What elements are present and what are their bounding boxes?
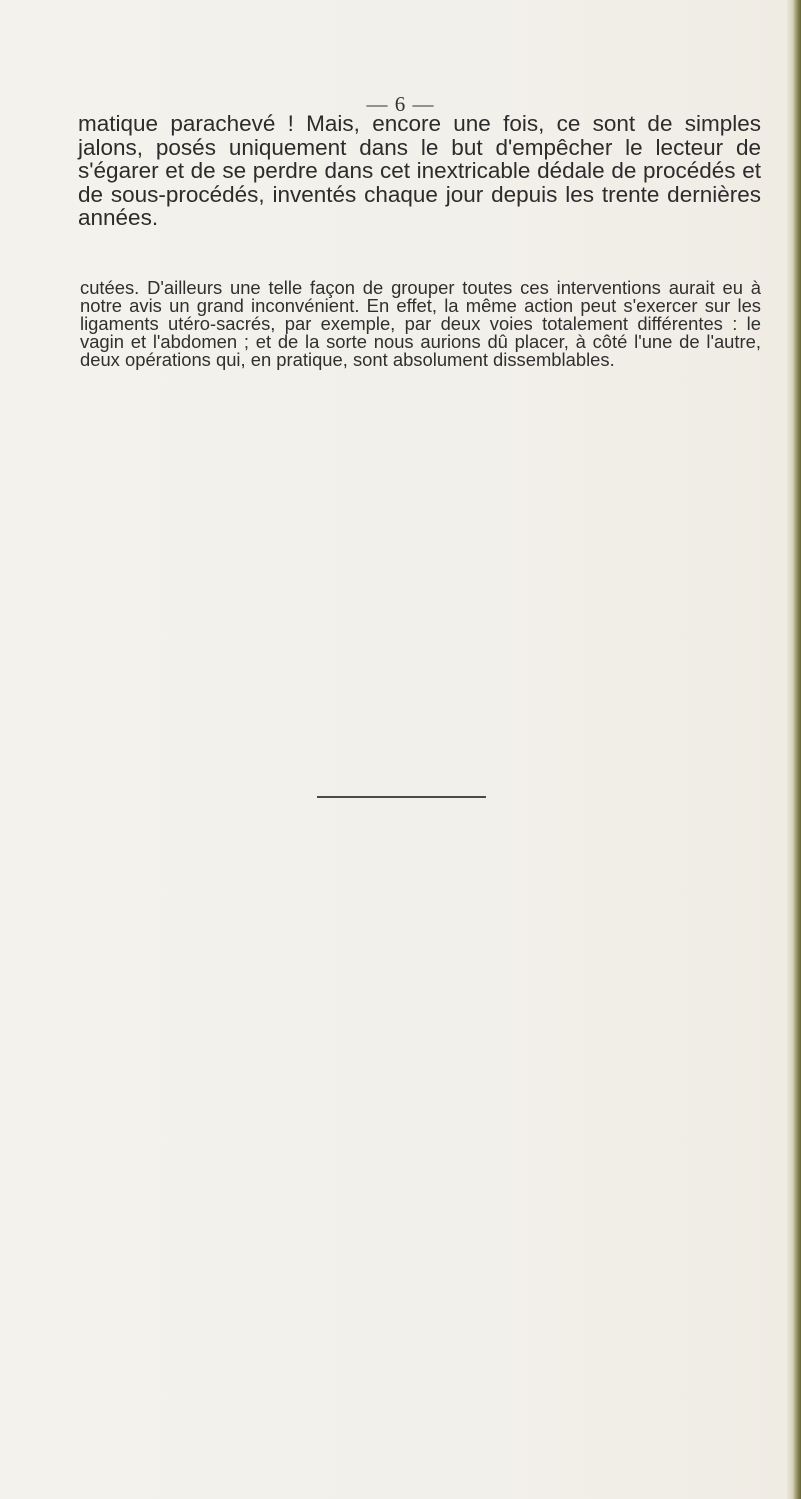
page-number: — 6 — bbox=[366, 92, 435, 116]
note-paragraph: cutées. D'ailleurs une telle façon de grouper toutes ces interventions aurait eu à notre avis un grand inconvénient. En effet, la même action peut s'exercer sur les ligaments utéro-sacrés, par exemple, par deux voies totalement différentes : le vagin et l'abdomen ; et de la sorte nous aurions dû placer, à côté l'une de l'autre, deux opérations qui, en pratique, sont absolument dissemblables. bbox=[80, 277, 761, 370]
continuation-paragraph: matique parachevé ! Mais, encore une fois, ce sont de simples jalons, posés uniquement dans le but d'empêcher le lecteur de s'égarer et de se perdre dans cet inextricable dédale de procédés et de sous-procédés, inventés chaque jour depuis les trente dernières années. bbox=[78, 111, 761, 230]
section-divider bbox=[317, 796, 486, 798]
page-edge bbox=[787, 0, 801, 1499]
